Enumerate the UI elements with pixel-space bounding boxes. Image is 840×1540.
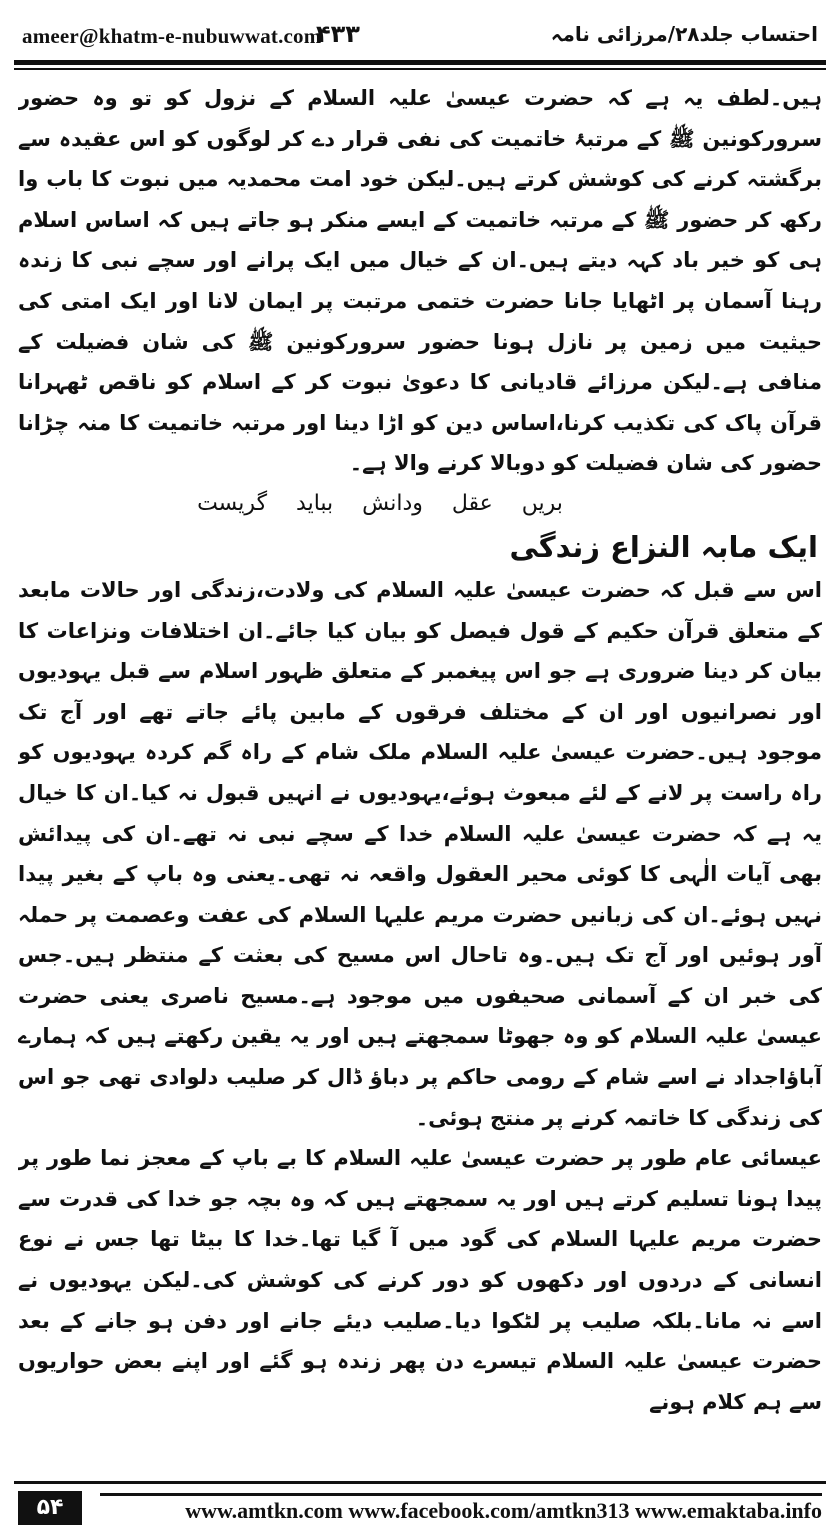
persian-verse: بریں عقل ودانش بباید گریست <box>197 490 563 516</box>
paragraph-3: عیسائی عام طور پر حضرت عیسیٰ علیہ السلام کا بے باپ کے معجز نما طور پر پیدا ہونا تسلیم کرتے ہیں اور یہ سمجھتے ہیں کہ وہ بچہ جو خدا کی قدرت سے حضرت مریم علیہا السلام کی گود میں آ گیا تھا۔خدا کا بیٹا تھا جس نے نوع انسانی کے دردوں اور دکھوں کو دور کرنے کی کوشش کی۔لیکن یہودیوں نے اسے نہ مانا۔بلکہ صلیب پر لٹکوا دیا۔صلیب دیئے جانے اور دفن ہو جانے کے بعد حضرت عیسیٰ علیہ السلام تیسرے دن پھر زندہ ہو گئے اور اپنے بعض حواریوں سے ہم کلام ہونے <box>18 1146 822 1414</box>
footer-links-bar <box>100 1493 822 1528</box>
header-divider-thick <box>14 60 826 65</box>
section-heading: ایک مابہ النزاع زندگی <box>509 529 818 564</box>
page-body <box>18 78 822 1468</box>
header-divider-thin <box>14 68 826 70</box>
header-book-title: احتساب جلد۲۸/مرزائی نامہ <box>550 22 818 46</box>
paragraph-1: ہیں۔لطف یہ ہے کہ حضرت عیسیٰ علیہ السلام کے نزول کو تو وہ حضور سرورکونین ﷺ کے مرتبۂ خاتمیت کی نفی قرار دے کر لوگوں کو اس عقیدہ سے برگشتہ کرنے کی کوشش کرتے ہیں۔لیکن خود امت محمدیہ میں نبوت کا باب وا رکھ کر حضور ﷺ کے مرتبہ خاتمیت کے ایسے منکر ہو جاتے ہیں کہ اساس اسلام ہی کو خیر باد کہہ دیتے ہیں۔ان کے خیال میں ایک پرانے اور سچے نبی کا زندہ رہنا آسمان پر اٹھایا جانا حضرت ختمی مرتبت پر ایمان لانا اور ایک امتی کی حیثیت میں زمین پر نازل ہونا حضور سرورکونین ﷺ کی شان فضیلت کے منافی ہے۔لیکن مرزائے قادیانی کا دعویٰ نبوت کر کے اسلام کو ناقص ٹھہرانا قرآن پاک کی تکذیب کرنا،اساس دین کو اڑا دینا اور مرتبہ خاتمیت کا منہ چڑانا حضور کی شان فضیلت کو دوبالا کرنے والا ہے۔ <box>18 86 822 476</box>
page-header <box>14 20 826 54</box>
footer-divider <box>14 1481 826 1484</box>
footer-website-links[interactable]: www.amtkn.com www.facebook.com/amtkn313 www.emaktaba.info <box>185 1498 822 1523</box>
footer-page-number: ۵۴ <box>18 1491 82 1525</box>
header-email: ameer@khatm-e-nubuwwat.com <box>22 24 322 48</box>
header-page-number: ۴۳۳ <box>316 20 360 48</box>
paragraph-2: اس سے قبل کہ حضرت عیسیٰ علیہ السلام کی ولادت،زندگی اور حالات مابعد کے متعلق قرآن حکیم کے قول فیصل کو بیان کیا جائے۔ان اختلافات ونزاعات کا بیان کر دینا ضروری ہے جو اس پیغمبر کے متعلق ظہور اسلام سے قبل یہودیوں اور نصرانیوں اور ان کے مختلف فرقوں کے مابین پائے جاتے تھے اور آج تک موجود ہیں۔حضرت عیسیٰ علیہ السلام ملک شام کے راہ گم کردہ یہودیوں کو راہ راست پر لانے کے لئے مبعوث ہوئے،یہودیوں نے انہیں قبول نہ کیا۔ان کا خیال یہ ہے کہ حضرت عیسیٰ علیہ السلام خدا کے سچے نبی نہ تھے۔ان کی پیدائش بھی آیات الٰہی کا کوئی محیر العقول واقعہ نہ تھی۔یعنی وہ باپ کے بغیر پیدا نہیں ہوئے۔ان کی زبانیں حضرت مریم علیہا السلام کی عفت وعصمت پر حملہ آور ہوئیں اور آج تک ہیں۔وہ تاحال اس مسیح کی بعثت کے منتظر ہیں۔جس کی خبر ان کے آسمانی صحیفوں میں موجود ہے۔مسیح ناصری یعنی حضرت عیسیٰ علیہ السلام کو وہ جھوٹا سمجھتے ہیں اور یہ یقین رکھتے ہیں کہ ہمارے آباؤاجداد نے اسے شام کے رومی حاکم پر دباؤ ڈال کر صلیب دلوادی تھی جو اس کی زندگی کا خاتمہ کرنے پر منتج ہوئی۔ <box>18 577 822 1130</box>
